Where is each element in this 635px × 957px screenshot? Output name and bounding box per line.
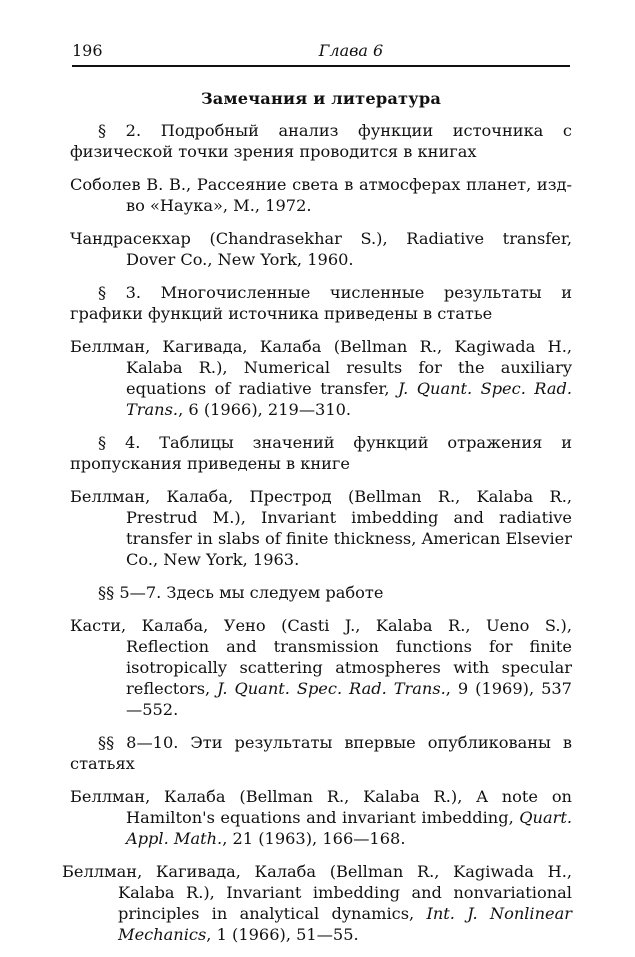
reference-bellman-kagiwada-kalaba-1966 [70, 336, 572, 420]
reference-tail: , 6 (1966), 219—310. [178, 400, 352, 419]
reference-tail: , 21 (1963), 166—168. [222, 829, 406, 848]
page-number: 196 [72, 41, 103, 60]
chapter-title: Глава 6 [318, 41, 384, 60]
reference-text: Касти, Калаба, Уено (Casti J., Kalaba R., Ueno S.), Reflection and transmission functions for finite isotropically scattering atmospheres with specular reflectors, [70, 616, 572, 698]
reference-tail: , 1 (1966), 51—55. [206, 925, 359, 944]
reference-sobolev: Соболев В. В., Рассеяние света в атмосферах планет, изд-во «Наука», М., 1972. [70, 175, 572, 215]
journal-title: J. Quant. Spec. Rad. Trans. [126, 379, 572, 419]
note-sections-5-7: §§ 5—7. Здесь мы следуем работе [98, 583, 384, 602]
note-section-4: § 4. Таблицы значений функций отражения и пропускания приведены в книге [70, 433, 572, 473]
journal-title: Quart. Appl. Math. [126, 808, 572, 848]
header-rule [72, 65, 570, 67]
journal-title: Int. J. Nonlinear Mechanics [118, 904, 572, 944]
reference-bellman-kalaba-prestrud: Беллман, Калаба, Престрод (Bellman R., Kalaba R., Prestrud M.), Invariant imbedding and radiative transfer in slabs of finite thickness, American Elsevier Co., New York, 1963. [70, 487, 572, 569]
reference-text: Беллман, Кагивада, Калаба (Bellman R., Kagiwada H., Kalaba R.), Invariant imbedding and nonvariational principles in analytical dynamics, [62, 862, 572, 923]
reference-bellman-kagiwada-kalaba-mechanics [62, 861, 572, 945]
reference-bellman-kalaba-1963 [70, 786, 572, 849]
reference-text: Беллман, Калаба (Bellman R., Kalaba R.), A note on Hamilton's equations and invariant imbedding, [70, 787, 572, 827]
note-section-2: § 2. Подробный анализ функции источника с физической точки зрения проводится в книгах [70, 121, 572, 161]
note-sections-8-10: §§ 8—10. Эти результаты впервые опубликованы в статьях [70, 733, 572, 773]
journal-title: J. Quant. Spec. Rad. Trans. [217, 679, 446, 698]
reference-casti-kalaba-ueno [70, 615, 572, 720]
section-title: Замечания и литература [200, 89, 442, 108]
notes-section [62, 88, 572, 957]
note-section-3: § 3. Многочисленные численные результаты и графики функций источника приведены в статье [70, 283, 572, 323]
reference-tail: , 9 (1969), 537—552. [126, 679, 572, 719]
reference-chandrasekhar: Чандрасекхар (Chandrasekhar S.), Radiative transfer, Dover Co., New York, 1960. [70, 229, 572, 269]
reference-text: Беллман, Кагивада, Калаба (Bellman R., Kagiwada H., Kalaba R.), Numerical results for the auxiliary equations of radiative transfer, [70, 337, 572, 398]
running-head [72, 40, 570, 62]
